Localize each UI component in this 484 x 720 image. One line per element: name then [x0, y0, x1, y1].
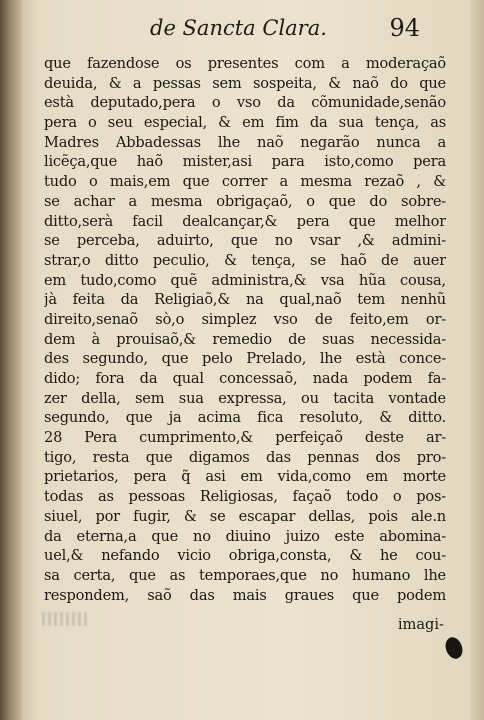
- text-line: està deputado,pera o vso da cõmunidade,senão: [44, 94, 446, 112]
- text-line: uel,& nefando vicio obriga,consta, & he cou-: [44, 547, 446, 565]
- text-line: strar,o ditto peculio, & tença, se haõ de auer: [44, 251, 446, 269]
- body-text: [44, 54, 446, 605]
- ink-blot: [443, 635, 466, 661]
- page-header: [150, 10, 450, 42]
- page-number: 94: [389, 14, 420, 42]
- text-line: zer della, sem sua expressa, ou tacita vontade: [44, 389, 446, 407]
- text-line: des segundo, que pelo Prelado, lhe està conce-: [44, 350, 446, 368]
- text-line: tigo, resta que digamos das pennas dos pro-: [44, 448, 446, 466]
- ink-bleed-through: [42, 612, 88, 626]
- text-line: prietarios, pera q̃ asi em vida,como em morte: [44, 468, 446, 486]
- text-line: se perceba, aduirto, que no vsar ,& admini-: [44, 232, 446, 250]
- text-line: licẽça,que haõ mister,asi para isto,como pera: [44, 153, 446, 171]
- text-line: respondem, saõ das mais graues que podem: [44, 586, 446, 604]
- text-line: 28 Pera cumprimento,& perfeiçaõ deste ar-: [44, 429, 446, 447]
- text-line: pera o seu especial, & em fim da sua tença, as: [44, 114, 446, 132]
- text-line: todas as pessoas Religiosas, façaõ todo o pos-: [44, 488, 446, 506]
- text-line: deuida, & a pessas sem sospeita, & naõ do que: [44, 74, 446, 92]
- text-line: tudo o mais,em que correr a mesma rezaõ , &: [44, 173, 446, 191]
- text-line: da eterna,a que no diuino juizo este abomina-: [44, 527, 446, 545]
- text-line: siuel, por fugir, & se escapar dellas, pois ale.n: [44, 507, 446, 525]
- text-line: sa certa, que as temporaes,que no humano lhe: [44, 566, 446, 584]
- text-line: jà feita da Religiaõ,& na qual,naõ tem nenhũ: [44, 291, 446, 309]
- text-line: se achar a mesma obrigaçaõ, o que do sobre-: [44, 192, 446, 210]
- page-right-edge: [470, 0, 484, 720]
- text-line: em tudo,como quẽ administra,& vsa hũa cousa,: [44, 271, 446, 289]
- text-line: Madres Abbadessas lhe naõ negarão nunca a: [44, 133, 446, 151]
- binding-gutter: [0, 0, 22, 720]
- text-line: dem à prouisaõ,& remedio de suas necessida-: [44, 330, 446, 348]
- text-line: direito,senaõ sò,o simplez vso de feito,em or-: [44, 310, 446, 328]
- catchword: imagi-: [397, 616, 444, 633]
- text-line: dido; fora da qual concessaõ, nada podem fa-: [44, 370, 446, 387]
- text-line: que fazendose os presentes com a moderaçaõ: [44, 55, 446, 72]
- text-line: segundo, que ja acima fica resoluto, & ditto.: [44, 409, 446, 427]
- text-line: ditto,serà facil dealcançar,& pera que melhor: [44, 212, 446, 230]
- running-head: de Sancta Clara.: [150, 16, 327, 40]
